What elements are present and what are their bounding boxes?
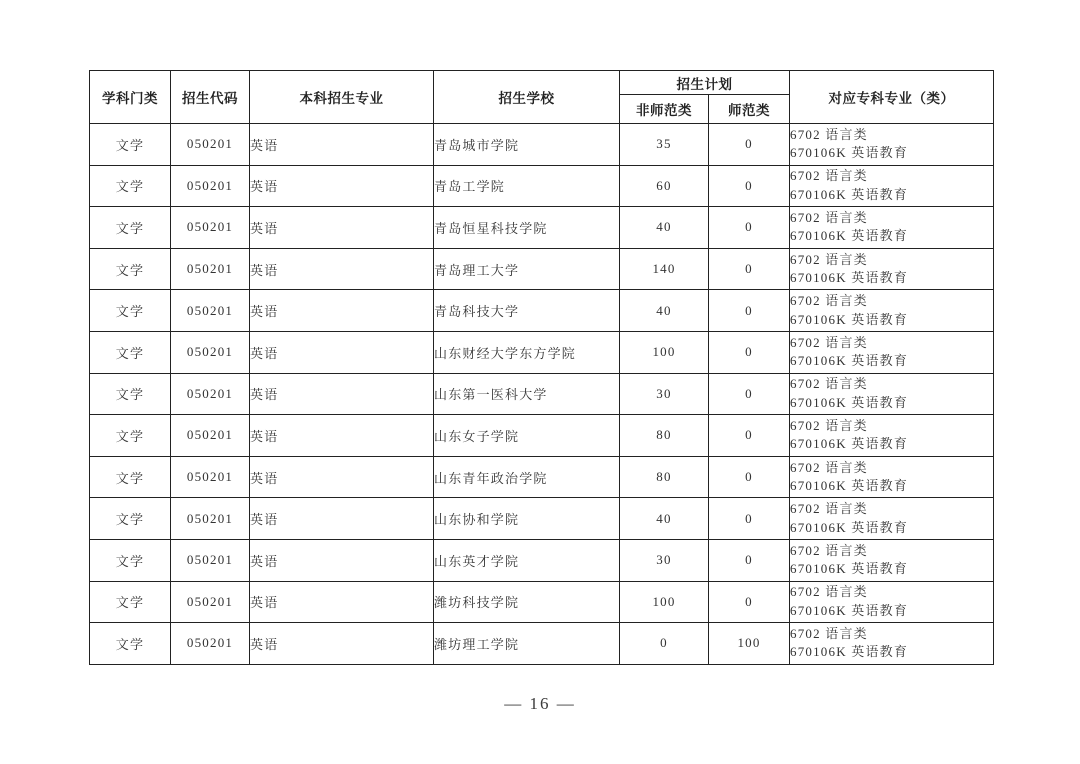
cell-undergrad-major: 英语 [250,373,434,415]
cell-plan-non-normal: 100 [620,331,709,373]
cell-corresponding-majors [790,248,994,290]
cell-plan-non-normal: 100 [620,581,709,623]
cell-enrollment-code: 050201 [171,331,250,373]
cell-enrollment-code: 050201 [171,373,250,415]
cell-plan-non-normal: 60 [620,165,709,207]
cell-enrollment-code: 050201 [171,498,250,540]
cell-enrollment-code: 050201 [171,124,250,166]
corresponding-major-line: 670106K 英语教育 [790,561,909,577]
cell-school: 青岛恒星科技学院 [434,207,620,249]
cell-undergrad-major: 英语 [250,165,434,207]
cell-corresponding-majors [790,623,994,665]
table-row [90,248,994,290]
cell-plan-normal: 0 [709,373,790,415]
cell-plan-non-normal: 80 [620,456,709,498]
cell-subject-category: 文学 [90,456,171,498]
table-row [90,290,994,332]
corresponding-major-line: 6702 语言类 [790,126,868,142]
cell-school: 青岛科技大学 [434,290,620,332]
cell-subject-category: 文学 [90,124,171,166]
cell-school: 山东英才学院 [434,539,620,581]
cell-plan-normal: 0 [709,331,790,373]
corresponding-major-line: 670106K 英语教育 [790,478,909,494]
cell-undergrad-major: 英语 [250,207,434,249]
cell-school: 潍坊理工学院 [434,623,620,665]
table-row [90,581,994,623]
table-row [90,415,994,457]
cell-plan-normal: 0 [709,539,790,581]
cell-undergrad-major: 英语 [250,331,434,373]
cell-corresponding-majors [790,498,994,540]
corresponding-major-line: 670106K 英语教育 [790,270,909,286]
table-row [90,456,994,498]
cell-subject-category: 文学 [90,623,171,665]
corresponding-major-line: 670106K 英语教育 [790,228,909,244]
cell-plan-non-normal: 40 [620,207,709,249]
cell-enrollment-code: 050201 [171,623,250,665]
cell-enrollment-code: 050201 [171,248,250,290]
cell-subject-category: 文学 [90,373,171,415]
cell-undergrad-major: 英语 [250,456,434,498]
cell-undergrad-major: 英语 [250,539,434,581]
cell-school: 山东财经大学东方学院 [434,331,620,373]
corresponding-major-line: 670106K 英语教育 [790,519,909,535]
corresponding-major-line: 670106K 英语教育 [790,353,909,369]
cell-corresponding-majors [790,415,994,457]
cell-corresponding-majors [790,331,994,373]
header-enrollment-code: 招生代码 [171,71,250,124]
enrollment-plan-table [89,70,994,665]
cell-subject-category: 文学 [90,290,171,332]
table-row [90,331,994,373]
cell-corresponding-majors [790,290,994,332]
cell-plan-normal: 100 [709,623,790,665]
cell-plan-normal: 0 [709,207,790,249]
table-row [90,165,994,207]
corresponding-major-line: 6702 语言类 [790,293,868,309]
cell-enrollment-code: 050201 [171,581,250,623]
header-corresponding-major: 对应专科专业（类） [790,71,994,124]
cell-school: 青岛城市学院 [434,124,620,166]
cell-subject-category: 文学 [90,207,171,249]
cell-subject-category: 文学 [90,581,171,623]
cell-subject-category: 文学 [90,331,171,373]
cell-subject-category: 文学 [90,248,171,290]
cell-undergrad-major: 英语 [250,415,434,457]
cell-corresponding-majors [790,124,994,166]
corresponding-major-line: 6702 语言类 [790,334,868,350]
cell-plan-non-normal: 40 [620,290,709,332]
cell-corresponding-majors [790,165,994,207]
cell-enrollment-code: 050201 [171,207,250,249]
corresponding-major-line: 6702 语言类 [790,376,868,392]
table-row [90,373,994,415]
cell-school: 山东女子学院 [434,415,620,457]
header-plan-normal: 师范类 [709,95,790,124]
cell-school: 山东第一医科大学 [434,373,620,415]
cell-corresponding-majors [790,207,994,249]
cell-plan-non-normal: 0 [620,623,709,665]
table-row [90,623,994,665]
cell-plan-normal: 0 [709,165,790,207]
header-undergrad-major: 本科招生专业 [250,71,434,124]
cell-corresponding-majors [790,581,994,623]
header-plan-non-normal: 非师范类 [620,95,709,124]
table-body [90,124,994,665]
cell-plan-non-normal: 140 [620,248,709,290]
corresponding-major-line: 6702 语言类 [790,542,868,558]
header-subject-category: 学科门类 [90,71,171,124]
corresponding-major-line: 6702 语言类 [790,584,868,600]
cell-undergrad-major: 英语 [250,248,434,290]
table-row [90,124,994,166]
table-row [90,207,994,249]
cell-subject-category: 文学 [90,165,171,207]
cell-plan-normal: 0 [709,248,790,290]
cell-enrollment-code: 050201 [171,165,250,207]
corresponding-major-line: 6702 语言类 [790,417,868,433]
corresponding-major-line: 6702 语言类 [790,168,868,184]
table-header [90,71,994,124]
cell-undergrad-major: 英语 [250,290,434,332]
corresponding-major-line: 670106K 英语教育 [790,186,909,202]
cell-plan-non-normal: 40 [620,498,709,540]
cell-plan-normal: 0 [709,456,790,498]
cell-corresponding-majors [790,373,994,415]
cell-undergrad-major: 英语 [250,124,434,166]
header-plan-group: 招生计划 [620,71,790,95]
cell-plan-non-normal: 80 [620,415,709,457]
header-school: 招生学校 [434,71,620,124]
corresponding-major-line: 670106K 英语教育 [790,311,909,327]
corresponding-major-line: 670106K 英语教育 [790,644,909,660]
cell-plan-non-normal: 35 [620,124,709,166]
cell-enrollment-code: 050201 [171,456,250,498]
corresponding-major-line: 670106K 英语教育 [790,602,909,618]
cell-subject-category: 文学 [90,415,171,457]
corresponding-major-line: 670106K 英语教育 [790,145,909,161]
cell-school: 青岛理工大学 [434,248,620,290]
cell-school: 山东协和学院 [434,498,620,540]
table-row [90,539,994,581]
corresponding-major-line: 6702 语言类 [790,501,868,517]
cell-plan-normal: 0 [709,415,790,457]
cell-school: 青岛工学院 [434,165,620,207]
cell-subject-category: 文学 [90,498,171,540]
cell-corresponding-majors [790,539,994,581]
corresponding-major-line: 6702 语言类 [790,625,868,641]
cell-school: 潍坊科技学院 [434,581,620,623]
cell-plan-normal: 0 [709,290,790,332]
cell-enrollment-code: 050201 [171,290,250,332]
cell-plan-normal: 0 [709,581,790,623]
cell-subject-category: 文学 [90,539,171,581]
corresponding-major-line: 670106K 英语教育 [790,394,909,410]
cell-plan-non-normal: 30 [620,539,709,581]
corresponding-major-line: 6702 语言类 [790,251,868,267]
cell-plan-normal: 0 [709,498,790,540]
cell-plan-non-normal: 30 [620,373,709,415]
cell-enrollment-code: 050201 [171,415,250,457]
corresponding-major-line: 670106K 英语教育 [790,436,909,452]
cell-undergrad-major: 英语 [250,581,434,623]
cell-enrollment-code: 050201 [171,539,250,581]
cell-plan-normal: 0 [709,124,790,166]
corresponding-major-line: 6702 语言类 [790,209,868,225]
table-row [90,498,994,540]
cell-school: 山东青年政治学院 [434,456,620,498]
cell-undergrad-major: 英语 [250,623,434,665]
cell-undergrad-major: 英语 [250,498,434,540]
page-number: — 16 — [504,694,576,713]
corresponding-major-line: 6702 语言类 [790,459,868,475]
cell-corresponding-majors [790,456,994,498]
